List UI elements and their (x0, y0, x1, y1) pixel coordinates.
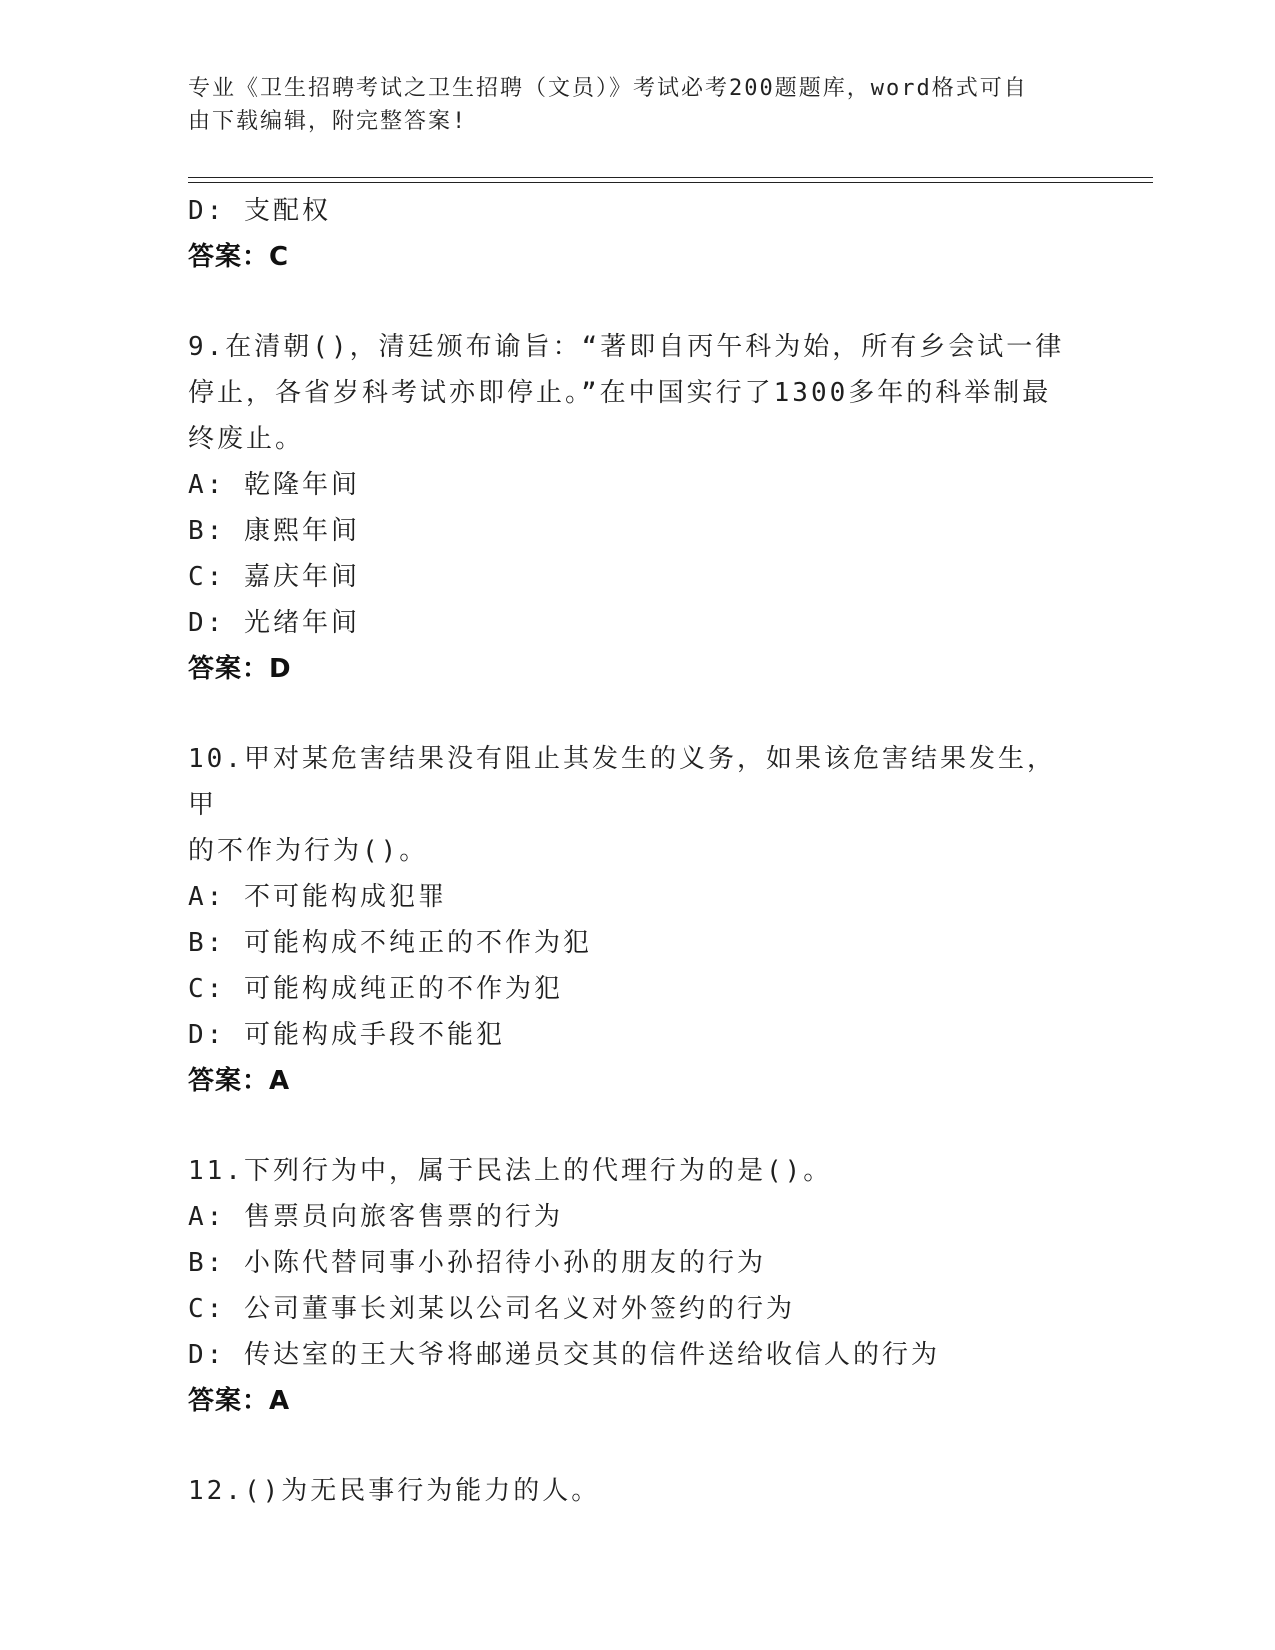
option-b: B: 可能构成不纯正的不作为犯 (188, 928, 592, 958)
answer-line: 答案：A (188, 1386, 291, 1416)
spacer (188, 1424, 1088, 1468)
spacer (188, 692, 1088, 736)
question-line: 12.()为无民事行为能力的人。 (188, 1476, 601, 1506)
question-line: 终废止。 (188, 424, 305, 454)
question-text (188, 1468, 1068, 1514)
question-line: 的不作为行为()。 (188, 836, 429, 866)
header-line-2: 由下载编辑，附完整答案! (188, 109, 468, 134)
option-b: B: 康熙年间 (188, 516, 360, 546)
spacer (188, 280, 1088, 324)
option-a: A: 不可能构成犯罪 (188, 882, 447, 912)
option-a: A: 乾隆年间 (188, 470, 360, 500)
option-c: C: 公司董事长刘某以公司名义对外签约的行为 (188, 1294, 795, 1324)
question-10 (188, 736, 1088, 1104)
document-header (188, 72, 1068, 138)
question-text (188, 324, 1068, 462)
document-body (188, 188, 1088, 1514)
answer-line: 答案：D (188, 654, 292, 684)
question-line: 9.在清朝()，清廷颁布谕旨：“著即自丙午科为始，所有乡会试一律 (188, 332, 1065, 362)
question-11 (188, 1148, 1088, 1424)
answer-line: 答案：C (188, 242, 290, 272)
option-c: C: 嘉庆年间 (188, 562, 360, 592)
option-d: D: 传达室的王大爷将邮递员交其的信件送给收信人的行为 (188, 1340, 940, 1370)
spacer (188, 1104, 1088, 1148)
question-text (188, 1148, 1068, 1194)
question-line: 11.下列行为中，属于民法上的代理行为的是()。 (188, 1156, 833, 1186)
option-b: B: 小陈代替同事小孙招待小孙的朋友的行为 (188, 1248, 766, 1278)
option-d: D: 可能构成手段不能犯 (188, 1020, 505, 1050)
question-12 (188, 1468, 1088, 1514)
option-d: D: 支配权 (188, 196, 331, 226)
option-d: D: 光绪年间 (188, 608, 360, 638)
header-divider-bottom (188, 182, 1153, 183)
question-text (188, 736, 1068, 874)
question-line: 10.甲对某危害结果没有阻止其发生的义务，如果该危害结果发生，甲 (188, 744, 1056, 820)
answer-line: 答案：A (188, 1066, 291, 1096)
option-c: C: 可能构成纯正的不作为犯 (188, 974, 563, 1004)
question-line: 停止，各省岁科考试亦即停止。”在中国实行了1300多年的科举制最 (188, 378, 1052, 408)
header-divider-top (188, 177, 1153, 178)
question-9 (188, 324, 1088, 692)
option-a: A: 售票员向旅客售票的行为 (188, 1202, 563, 1232)
header-line-1: 专业《卫生招聘考试之卫生招聘（文员）》考试必考200题题库，word格式可自 (188, 76, 1028, 101)
